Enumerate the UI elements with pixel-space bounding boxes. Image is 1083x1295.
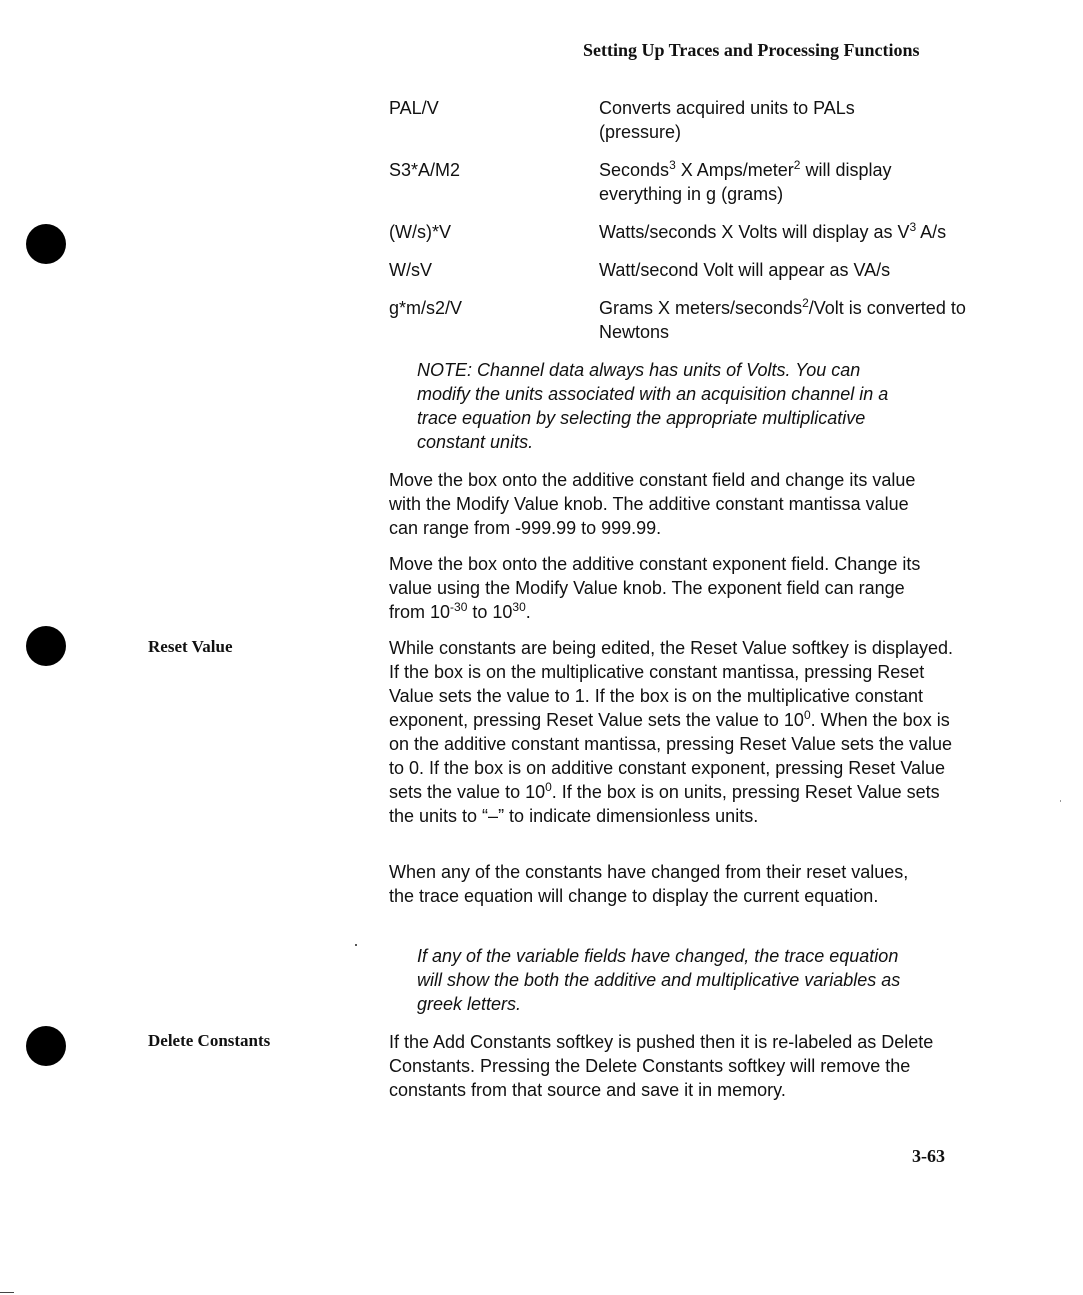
binder-hole-bottom <box>26 1026 66 1066</box>
scan-speck <box>355 944 357 946</box>
page-number: 3-63 <box>912 1146 945 1166</box>
page-header: Setting Up Traces and Processing Functions <box>583 40 920 60</box>
unit-name: W/sV <box>389 260 432 280</box>
unit-description: Watt/second Volt will appear as VA/s <box>599 260 891 280</box>
unit-name: PAL/V <box>389 98 439 118</box>
paragraph-additive-constant: Move the box onto the additive constant field and change its value with the Modify Value knob. The additive constant mantissa value can range from -999.99 to 999.99. <box>389 470 916 538</box>
paragraph-trace-equation: When any of the constants have changed from their reset values, the trace equation will change to display the current equation. <box>389 862 909 906</box>
unit-description: Seconds$^3$ X Amps/meter$^2$ will display everything in g (grams) <box>599 158 892 204</box>
side-heading-reset-value: Reset Value <box>148 637 233 656</box>
unit-name: S3*A/M2 <box>389 160 461 180</box>
note-channel-units: NOTE: Channel data always has units of Volts. You can modify the units associated with an acquisition channel in a trace equation by selecting the appropriate multiplicative constant units. <box>417 360 889 452</box>
binder-hole-top <box>26 224 66 264</box>
binder-hole-middle <box>26 626 66 666</box>
scan-speck <box>1060 800 1061 802</box>
note-greek-letters: If any of the variable fields have changed, the trace equation will show the both the additive and multiplicative variables as greek letters. <box>417 946 901 1014</box>
paragraph-reset-value: While constants are being edited, the Reset Value softkey is displayed. If the box is on the multiplicative constant mantissa, pressing Reset Value sets the value to 1. If the box is on the multiplicative constant exponent, pressing Reset Value sets the value to $10^0$. When the box is on the additive constant mantissa, pressing Reset Value sets the value to 0. If the box is on additive constant exponent, pressing Reset Value sets the value to $10^0$. If the box is on units, pressing Reset Value sets the units to “–” to indicate dimensionless units. <box>389 638 953 826</box>
unit-description: Converts acquired units to PALs (pressure) <box>599 98 855 142</box>
paragraph-delete-constants: If the Add Constants softkey is pushed then it is re-labeled as Delete Constants. Pressing the Delete Constants softkey will remove the constants from that source and save it in memory. <box>389 1032 934 1100</box>
unit-name: g*m/s2/V <box>389 298 463 318</box>
paragraph-additive-exponent: Move the box onto the additive constant exponent field. Change its value using the Modify Value knob. The exponent field can range from $10^{-30}$ to $10^{30}$. <box>389 554 921 622</box>
unit-description: Grams X meters/seconds$^2$/Volt is converted to Newtons <box>599 296 966 342</box>
unit-name: (W/s)*V <box>389 222 451 242</box>
scan-edge-mark <box>0 1292 14 1293</box>
unit-description: Watts/seconds X Volts will display as $V^3$ A/s <box>599 220 947 242</box>
side-heading-delete-constants: Delete Constants <box>148 1031 271 1050</box>
